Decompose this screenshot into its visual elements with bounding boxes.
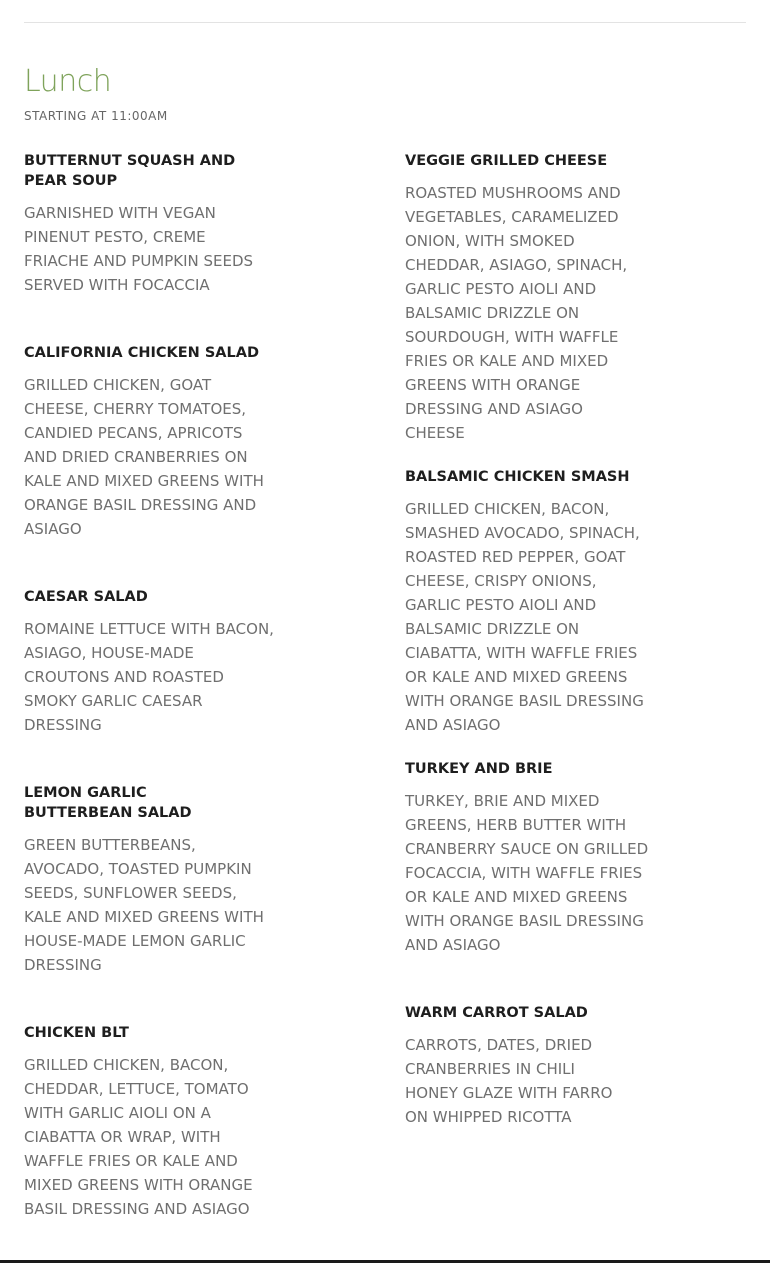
section-title: Lunch bbox=[24, 64, 112, 99]
section-subtitle: STARTING AT 11:00AM bbox=[24, 109, 168, 123]
menu-item-description: GRILLED CHICKEN, BACON, CHEDDAR, LETTUCE, TOMATO WITH GARLIC AIOLI ON A CIABATTA OR WRAP, WITH WAFFLE FRIES OR KALE AND MIXED GREENS WITH ORANGE BASIL DRESSING AND ASIAGO bbox=[24, 1056, 253, 1218]
menu-item-butternut-squash-soup bbox=[24, 151, 274, 297]
menu-item-turkey-and-brie bbox=[405, 759, 655, 957]
menu-item-description: TURKEY, BRIE AND MIXED GREENS, HERB BUTTER WITH CRANBERRY SAUCE ON GRILLED FOCACCIA, WITH WAFFLE FRIES OR KALE AND MIXED GREENS WITH ORANGE BASIL DRESSING AND ASIAGO bbox=[405, 792, 649, 954]
menu-item-description: ROASTED MUSHROOMS AND VEGETABLES, CARAMELIZED ONION, WITH SMOKED CHEDDAR, ASIAGO, SPINACH, GARLIC PESTO AIOLI AND BALSAMIC DRIZZLE ON SOURDOUGH, WITH WAFFLE FRIES OR KALE AND MIXED GREENS WITH ORANGE DRESSING AND ASIAGO CHEESE bbox=[405, 184, 628, 442]
menu-item-name: WARM CARROT SALAD bbox=[405, 1005, 588, 1021]
menu-item-balsamic-chicken-smash bbox=[405, 467, 655, 737]
menu-item-description: ROMAINE LETTUCE WITH BACON, ASIAGO, HOUSE-MADE CROUTONS AND ROASTED SMOKY GARLIC CAESAR DRESSING bbox=[24, 620, 274, 734]
menu-item-name: VEGGIE GRILLED CHEESE bbox=[405, 153, 608, 169]
menu-item-name: TURKEY AND BRIE bbox=[405, 761, 553, 777]
menu-item-name: CALIFORNIA CHICKEN SALAD bbox=[24, 345, 259, 361]
menu-item-description: GREEN BUTTERBEANS, AVOCADO, TOASTED PUMPKIN SEEDS, SUNFLOWER SEEDS, KALE AND MIXED GREENS WITH HOUSE-MADE LEMON GARLIC DRESSING bbox=[24, 836, 264, 974]
menu-item-lemon-garlic-butterbean-salad bbox=[24, 783, 274, 977]
menu-item-warm-carrot-salad bbox=[405, 1003, 655, 1129]
menu-item-name: LEMON GARLIC BUTTERBEAN SALAD bbox=[24, 785, 192, 821]
menu-item-description: GRILLED CHICKEN, GOAT CHEESE, CHERRY TOMATOES, CANDIED PECANS, APRICOTS AND DRIED CRANBERRIES ON KALE AND MIXED GREENS WITH ORANGE BASIL DRESSING AND ASIAGO bbox=[24, 376, 264, 538]
menu-item-description: CARROTS, DATES, DRIED CRANBERRIES IN CHILI HONEY GLAZE WITH FARRO ON WHIPPED RICOTTA bbox=[405, 1036, 613, 1126]
menu-item-veggie-grilled-cheese bbox=[405, 151, 655, 445]
menu-item-description: GRILLED CHICKEN, BACON, SMASHED AVOCADO, SPINACH, ROASTED RED PEPPER, GOAT CHEESE, CRISPY ONIONS, GARLIC PESTO AIOLI AND BALSAMIC DRIZZLE ON CIABATTA, WITH WAFFLE FRIES OR KALE AND MIXED GREENS WITH ORANGE BASIL DRESSING AND ASIAGO bbox=[405, 500, 644, 734]
menu-item-caesar-salad bbox=[24, 587, 274, 737]
menu-item-description: GARNISHED WITH VEGAN PINENUT PESTO, CREME FRIACHE AND PUMPKIN SEEDS SERVED WITH FOCACCIA bbox=[24, 204, 254, 294]
menu-item-name: CAESAR SALAD bbox=[24, 589, 148, 605]
menu-item-name: BALSAMIC CHICKEN SMASH bbox=[405, 469, 630, 485]
menu-item-name: CHICKEN BLT bbox=[24, 1025, 129, 1041]
top-divider bbox=[24, 22, 746, 23]
menu-item-california-chicken-salad bbox=[24, 343, 274, 541]
menu-item-chicken-blt bbox=[24, 1023, 274, 1221]
menu-item-name: BUTTERNUT SQUASH AND PEAR SOUP bbox=[24, 153, 236, 189]
